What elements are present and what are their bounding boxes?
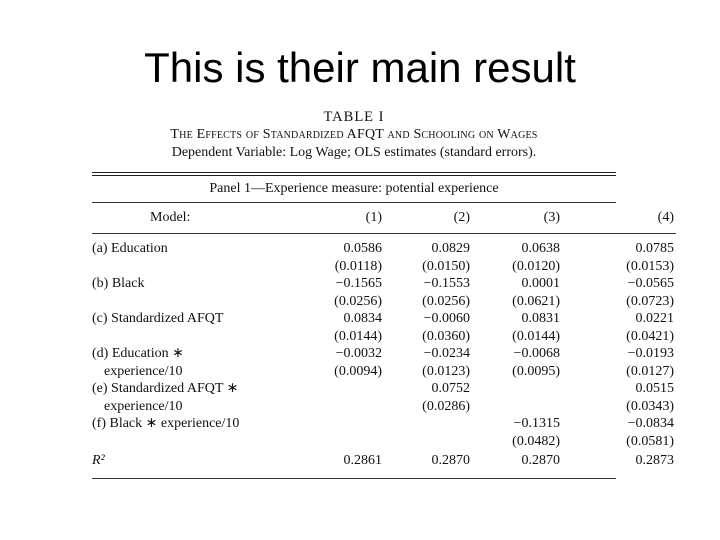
row-label: (f) Black ∗ experience/10 (92, 416, 240, 431)
table-cell: (0.0150) (422, 258, 470, 274)
table-cell: −0.0032 (335, 346, 382, 361)
table-row (92, 380, 676, 398)
table-cell (382, 433, 470, 451)
model-column-header: (4) (657, 210, 674, 225)
table-cell (298, 415, 382, 433)
row-label (92, 328, 298, 346)
table-cell: (0.0127) (626, 363, 674, 379)
table-cell: (0.0256) (422, 293, 470, 309)
slide-title: This is their main result (144, 44, 576, 91)
table-caption-subtitle: The Effects of Standardized AFQT and Schooling on Wages (170, 127, 538, 142)
table-cell: (0.0723) (626, 293, 674, 309)
row-label: (e) Standardized AFQT ∗ (92, 381, 239, 396)
row-label: (d) Education ∗ (92, 346, 184, 361)
table-row (92, 415, 676, 433)
table-row (92, 275, 676, 293)
table-row (92, 310, 676, 328)
table-cell: 0.0829 (431, 241, 470, 256)
table-cell: 0.2873 (635, 453, 674, 468)
table-cell: 0.2870 (431, 453, 470, 468)
table-cell: −0.0565 (627, 276, 674, 291)
row-label: (c) Standardized AFQT (92, 311, 224, 326)
table-row (92, 293, 676, 311)
table-row (92, 328, 676, 346)
table-cell: 0.0001 (521, 276, 560, 291)
table-cell: −0.1553 (423, 276, 470, 291)
table-cell: (0.0095) (512, 363, 560, 379)
table-cell: (0.0256) (334, 293, 382, 309)
table-cell: 0.0586 (343, 241, 382, 256)
table-cell: (0.0621) (512, 293, 560, 309)
bottom-rule (92, 478, 616, 479)
row-label (92, 258, 298, 276)
table-cell: −0.0193 (627, 346, 674, 361)
r-squared-label: R² (92, 453, 105, 468)
table-cell: −0.1315 (513, 416, 560, 431)
table-caption-title: TABLE I (323, 109, 385, 125)
model-header-row (92, 203, 676, 234)
table-cell: (0.0144) (334, 328, 382, 344)
table-cell (298, 380, 382, 398)
table-cell: 0.0638 (521, 241, 560, 256)
table-caption-description: Dependent Variable: Log Wage; OLS estimates (standard errors). (171, 145, 537, 160)
table-cell: −0.0068 (513, 346, 560, 361)
table-cell (382, 415, 470, 433)
table-cell (298, 398, 382, 416)
r-squared-row (92, 450, 676, 472)
table-cell: 0.0221 (635, 311, 674, 326)
table-row (92, 345, 676, 363)
table-row (92, 258, 676, 276)
table-cell: 0.0785 (635, 241, 674, 256)
row-label (92, 433, 298, 451)
table-row (92, 363, 676, 381)
table-cell: (0.0120) (512, 258, 560, 274)
table-cell: (0.0360) (422, 328, 470, 344)
row-label (92, 293, 298, 311)
table-cell: (0.0581) (626, 433, 674, 449)
coefficients-table (92, 203, 676, 472)
model-column-header: (3) (543, 210, 560, 225)
table-cell: (0.0482) (512, 433, 560, 449)
table-cell: 0.0752 (431, 381, 470, 396)
table-cell: (0.0153) (626, 258, 674, 274)
table-cell: −0.1565 (335, 276, 382, 291)
table-cell: 0.0831 (521, 311, 560, 326)
table-cell: (0.0123) (422, 363, 470, 379)
panel-heading: Panel 1—Experience measure: potential experience (209, 181, 499, 196)
table-cell: (0.0343) (626, 398, 674, 414)
model-column-header: (2) (453, 210, 470, 225)
table-cell (470, 398, 560, 416)
row-label: experience/10 (104, 398, 183, 414)
table-cell: 0.2861 (343, 453, 382, 468)
table-cell: −0.0834 (627, 416, 674, 431)
table-cell: (0.0421) (626, 328, 674, 344)
row-label: (a) Education (92, 241, 168, 256)
table-row (92, 240, 676, 258)
row-label: experience/10 (104, 363, 183, 379)
table-cell: (0.0094) (334, 363, 382, 379)
table-cell: −0.0060 (423, 311, 470, 326)
table-cell (298, 433, 382, 451)
table-cell: 0.2870 (521, 453, 560, 468)
regression-table (92, 108, 674, 479)
table-cell: (0.0286) (422, 398, 470, 414)
table-cell: (0.0118) (334, 258, 382, 274)
table-cell (470, 380, 560, 398)
table-row (92, 433, 676, 451)
table-cell: 0.0834 (343, 311, 382, 326)
model-column-header: (1) (365, 210, 382, 225)
model-label: Model: (150, 210, 191, 225)
table-cell: (0.0144) (512, 328, 560, 344)
table-cell: 0.0515 (635, 381, 674, 396)
table-row (92, 398, 676, 416)
row-label: (b) Black (92, 276, 145, 291)
table-cell: −0.0234 (423, 346, 470, 361)
